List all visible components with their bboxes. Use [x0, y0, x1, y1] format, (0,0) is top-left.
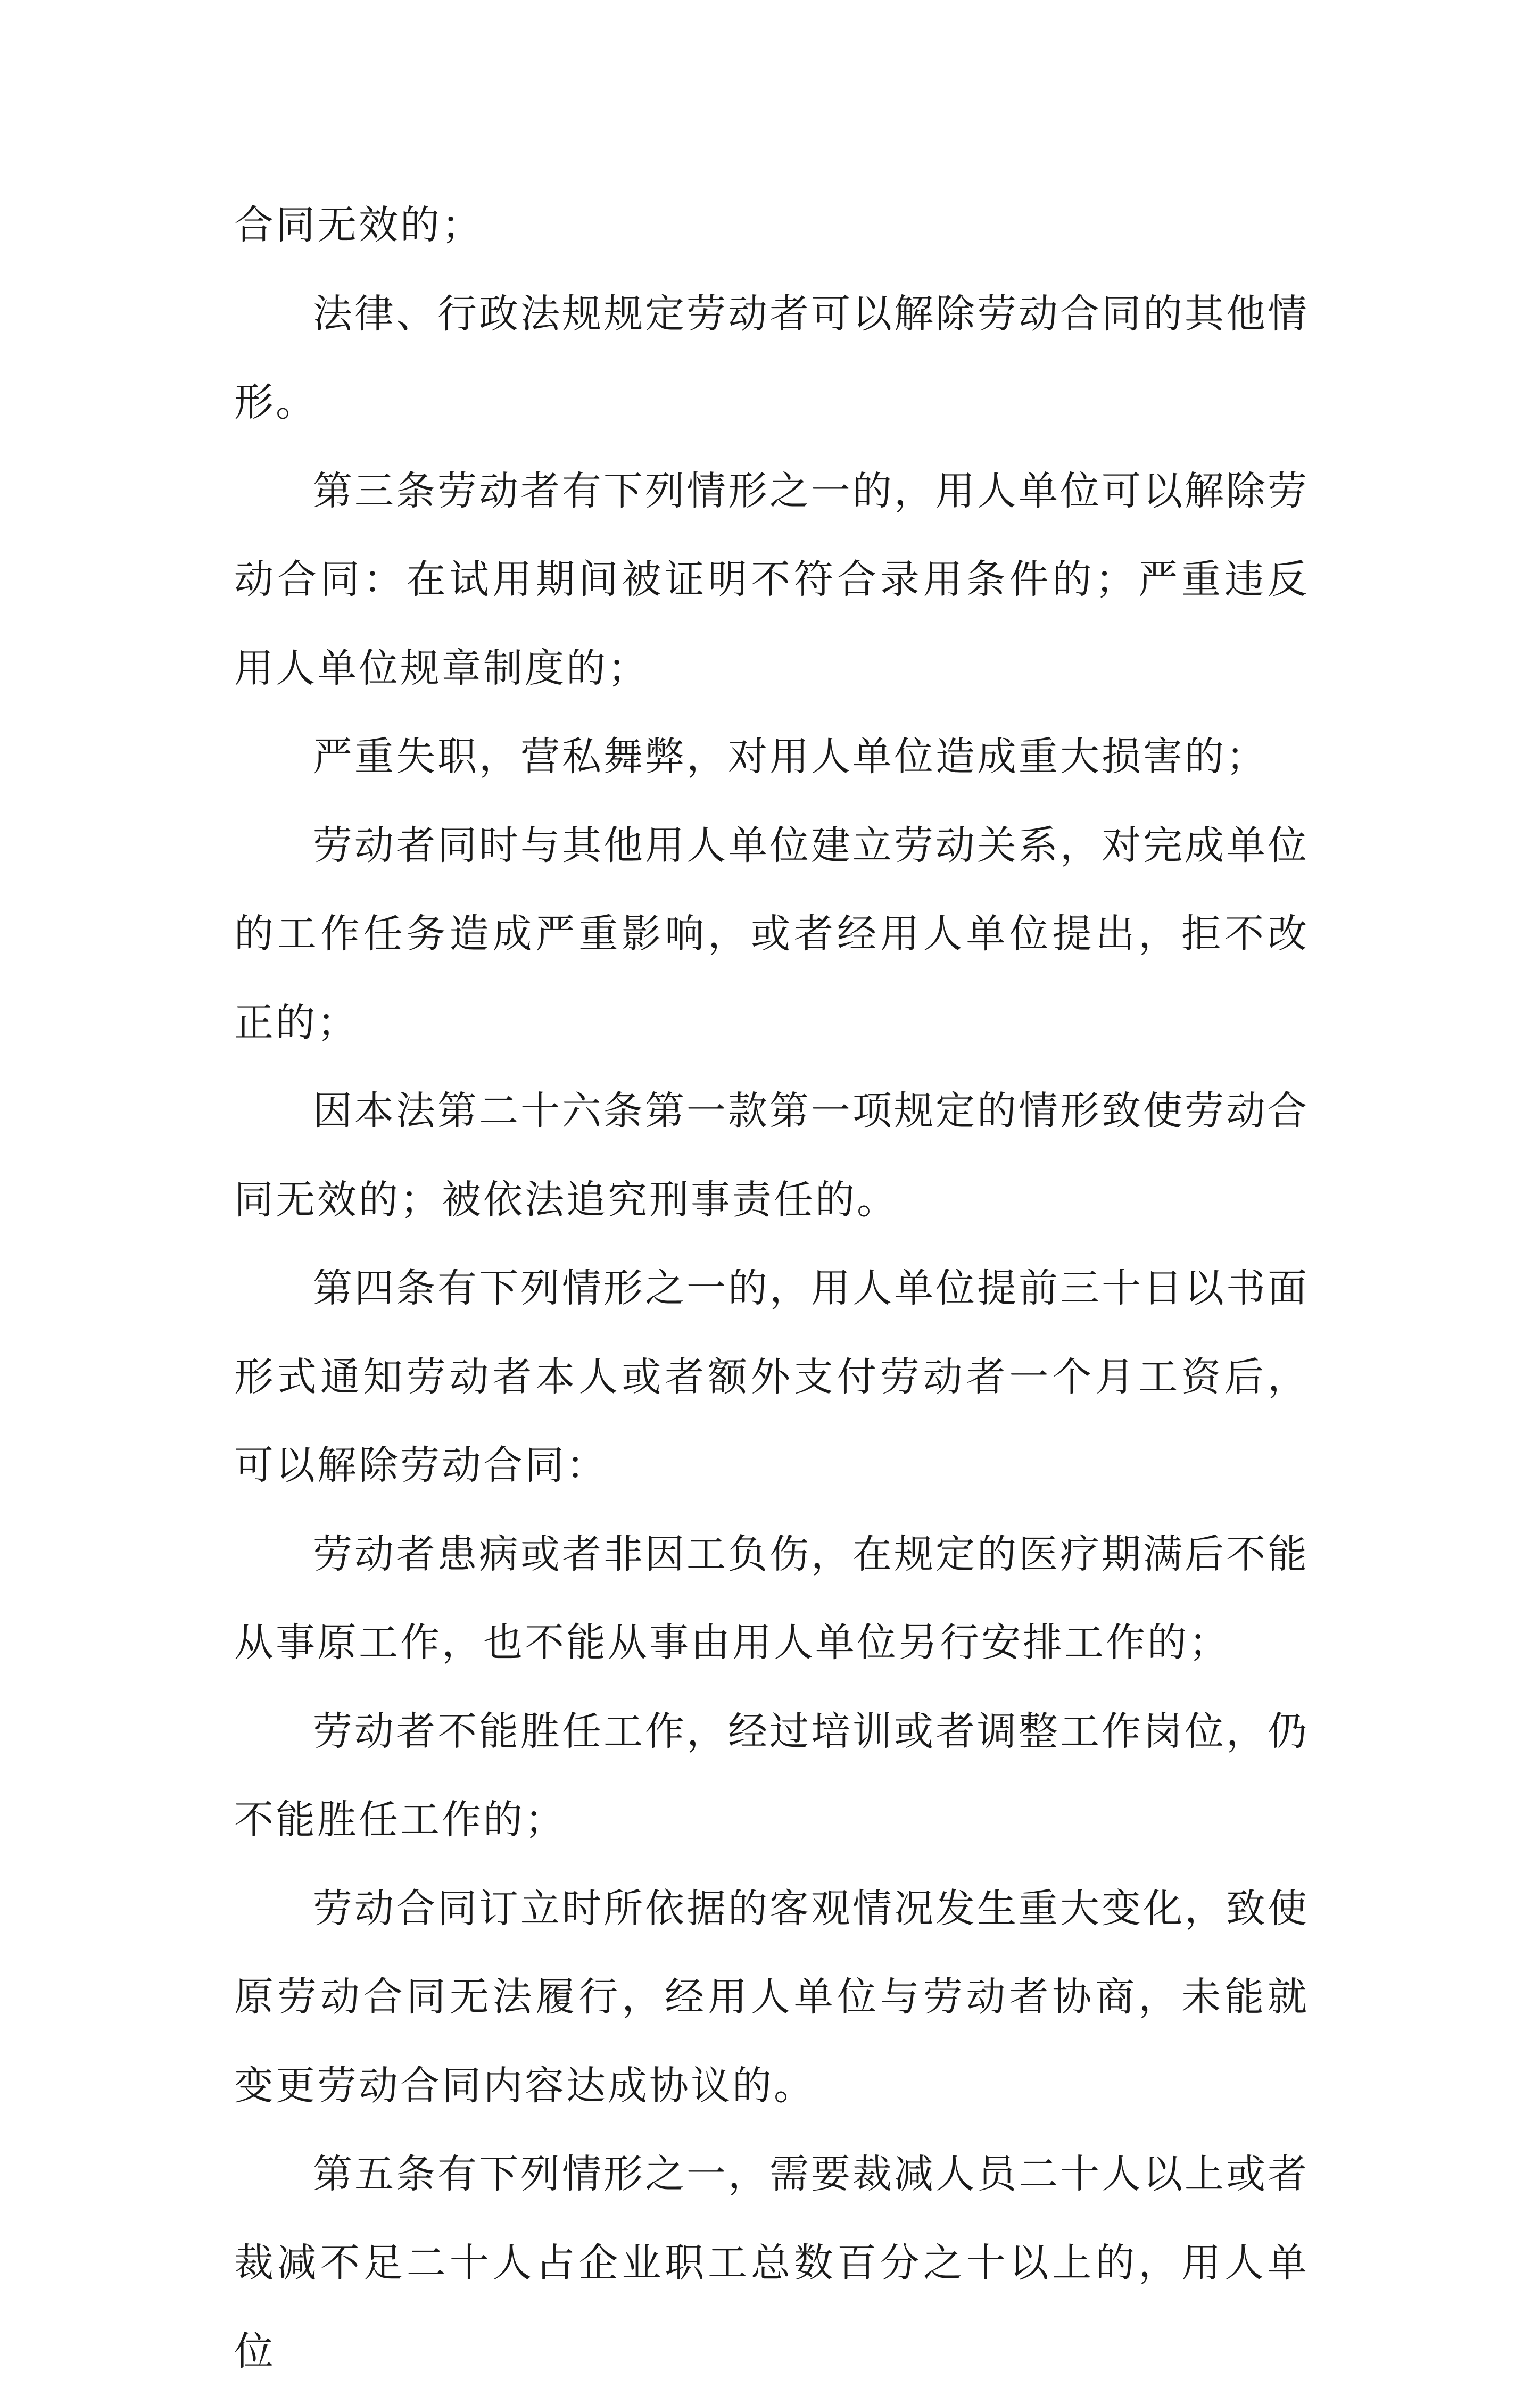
paragraph-continuation: 合同无效的； [234, 202, 483, 248]
paragraph: 严重失职，营私舞弊，对用人单位造成重大损害的； [313, 734, 1268, 780]
document-body [234, 181, 1309, 2396]
paragraph: 劳动者同时与其他用人单位建立劳动关系，对完成单位的工作任务造成严重影响，或者经用人单位提出，拒不改正的； [234, 822, 1309, 1046]
paragraph-article-5: 第五条有下列情形之一，需要裁减人员二十人以上或者裁减不足二十人占企业职工总数百分之十以上的，用人单位 [234, 2151, 1309, 2374]
paragraph: 因本法第二十六条第一款第一项规定的情形致使劳动合同无效的；被依法追究刑事责任的。 [234, 1088, 1309, 1223]
paragraph: 劳动者不能胜任工作，经过培训或者调整工作岗位，仍不能胜任工作的； [234, 1708, 1309, 1843]
paragraph: 劳动合同订立时所依据的客观情况发生重大变化，致使原劳动合同无法履行，经用人单位与劳动者协商，未能就变更劳动合同内容达成协议的。 [234, 1885, 1309, 2109]
paragraph-article-4: 第四条有下列情形之一的，用人单位提前三十日以书面形式通知劳动者本人或者额外支付劳动者一个月工资后，可以解除劳动合同： [234, 1265, 1309, 1488]
paragraph-article-3: 第三条劳动者有下列情形之一的，用人单位可以解除劳动合同：在试用期间被证明不符合录用条件的；严重违反用人单位规章制度的； [234, 468, 1309, 691]
paragraph: 劳动者患病或者非因工负伤，在规定的医疗期满后不能从事原工作，也不能从事由用人单位另行安排工作的； [234, 1531, 1309, 1665]
paragraph: 法律、行政法规规定劳动者可以解除劳动合同的其他情形。 [234, 291, 1309, 425]
